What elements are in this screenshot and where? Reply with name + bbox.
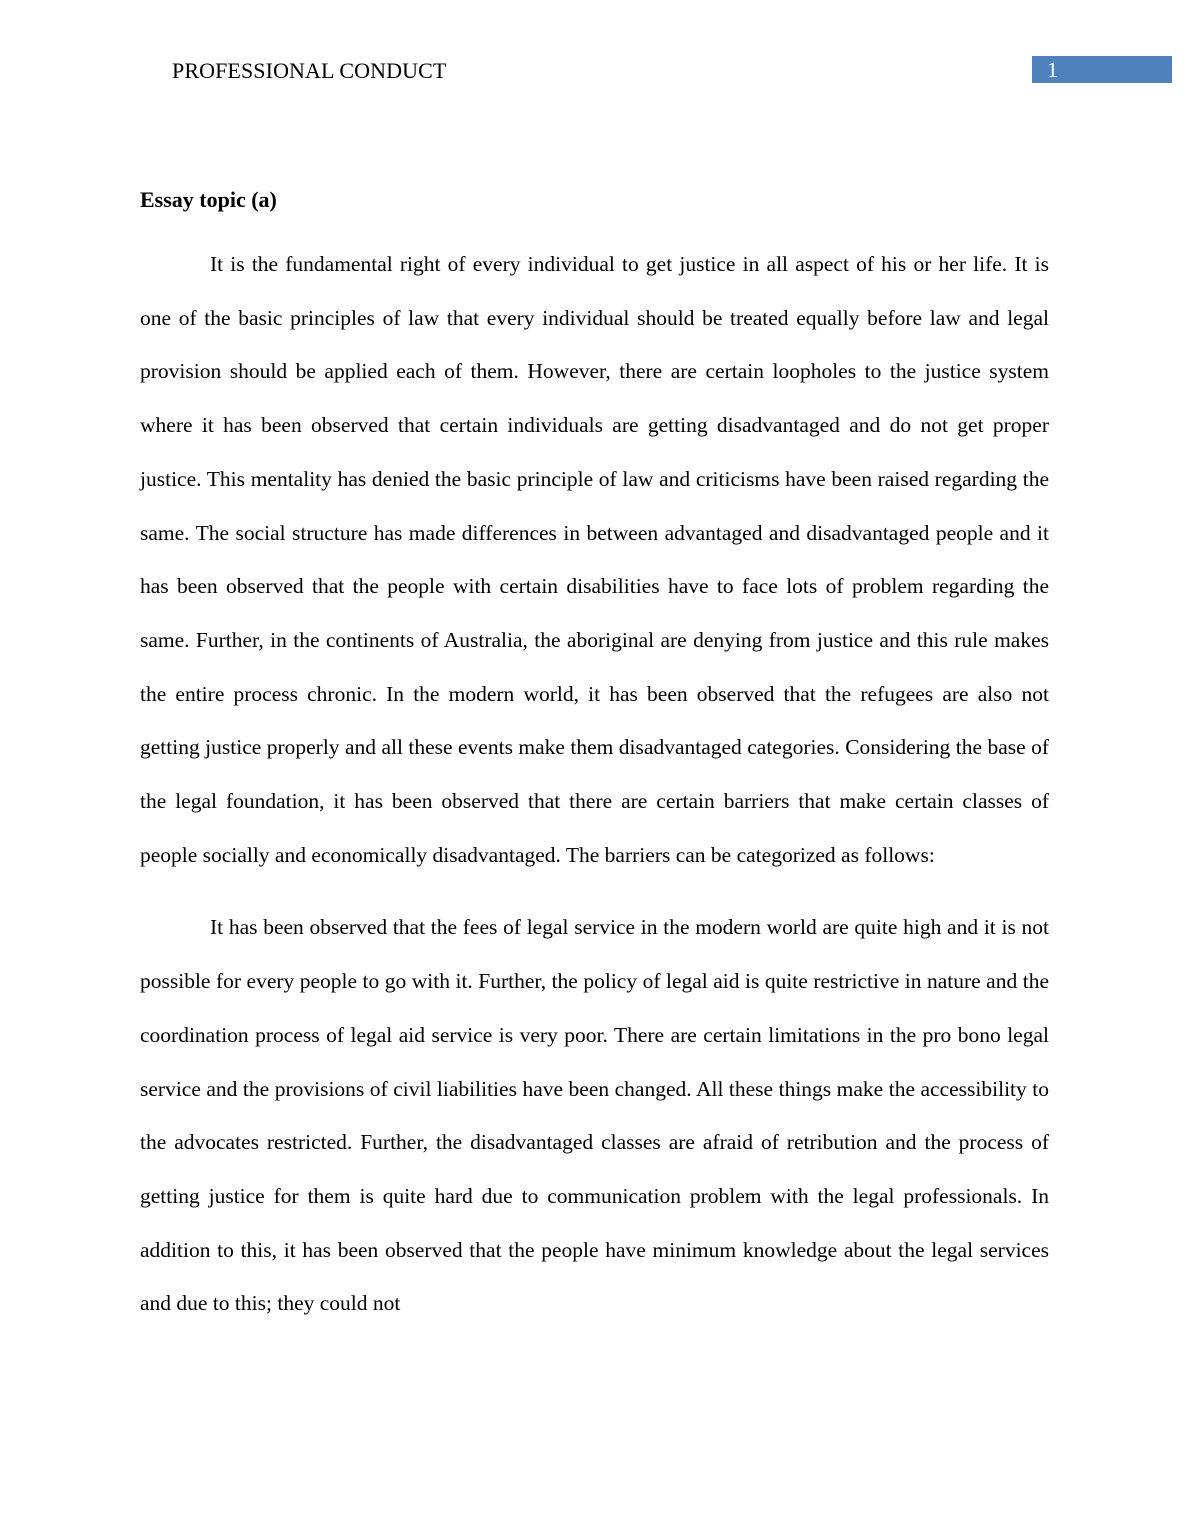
running-header-title: PROFESSIONAL CONDUCT [172, 58, 447, 83]
page-number: 1 [1047, 57, 1058, 82]
body-paragraph: It is the fundamental right of every individual to get justice in all aspect of his or her life. It is one of the basic principles of law that every individual should be treated equally before law and legal provision should be applied each of them. However, there are certain loopholes to the justice system where it has been observed that certain individuals are getting disadvantaged and do not get proper justice. This mentality has denied the basic principle of law and criticisms have been raised regarding the same. The social structure has made differences in between advantaged and disadvantaged people and it has been observed that the people with certain disabilities have to face lots of problem regarding the same. Further, in the continents of Australia, the aboriginal are denying from justice and this rule makes the entire process chronic. In the modern world, it has been observed that the refugees are also not getting justice properly and all these events make them disadvantaged categories. Considering the base of the legal foundation, it has been observed that there are certain barriers that make certain classes of people socially and economically disadvantaged. The barriers can be categorized as follows: [140, 252, 1049, 867]
body-paragraph: It has been observed that the fees of legal service in the modern world are quite high and it is not possible for every people to go with it. Further, the policy of legal aid is quite restrictive in nature and the coordination process of legal aid service is very poor. There are certain limitations in the pro bono legal service and the provisions of civil liabilities have been changed. All these things make the accessibility to the advocates restricted. Further, the disadvantaged classes are afraid of retribution and the process of getting justice for them is quite hard due to communication problem with the legal professionals. In addition to this, it has been observed that the people have minimum knowledge about the legal services and due to this; they could not [140, 915, 1049, 1316]
section-heading: Essay topic (a) [140, 187, 277, 212]
page-number-badge [1032, 56, 1172, 83]
document-body [140, 184, 1049, 1331]
